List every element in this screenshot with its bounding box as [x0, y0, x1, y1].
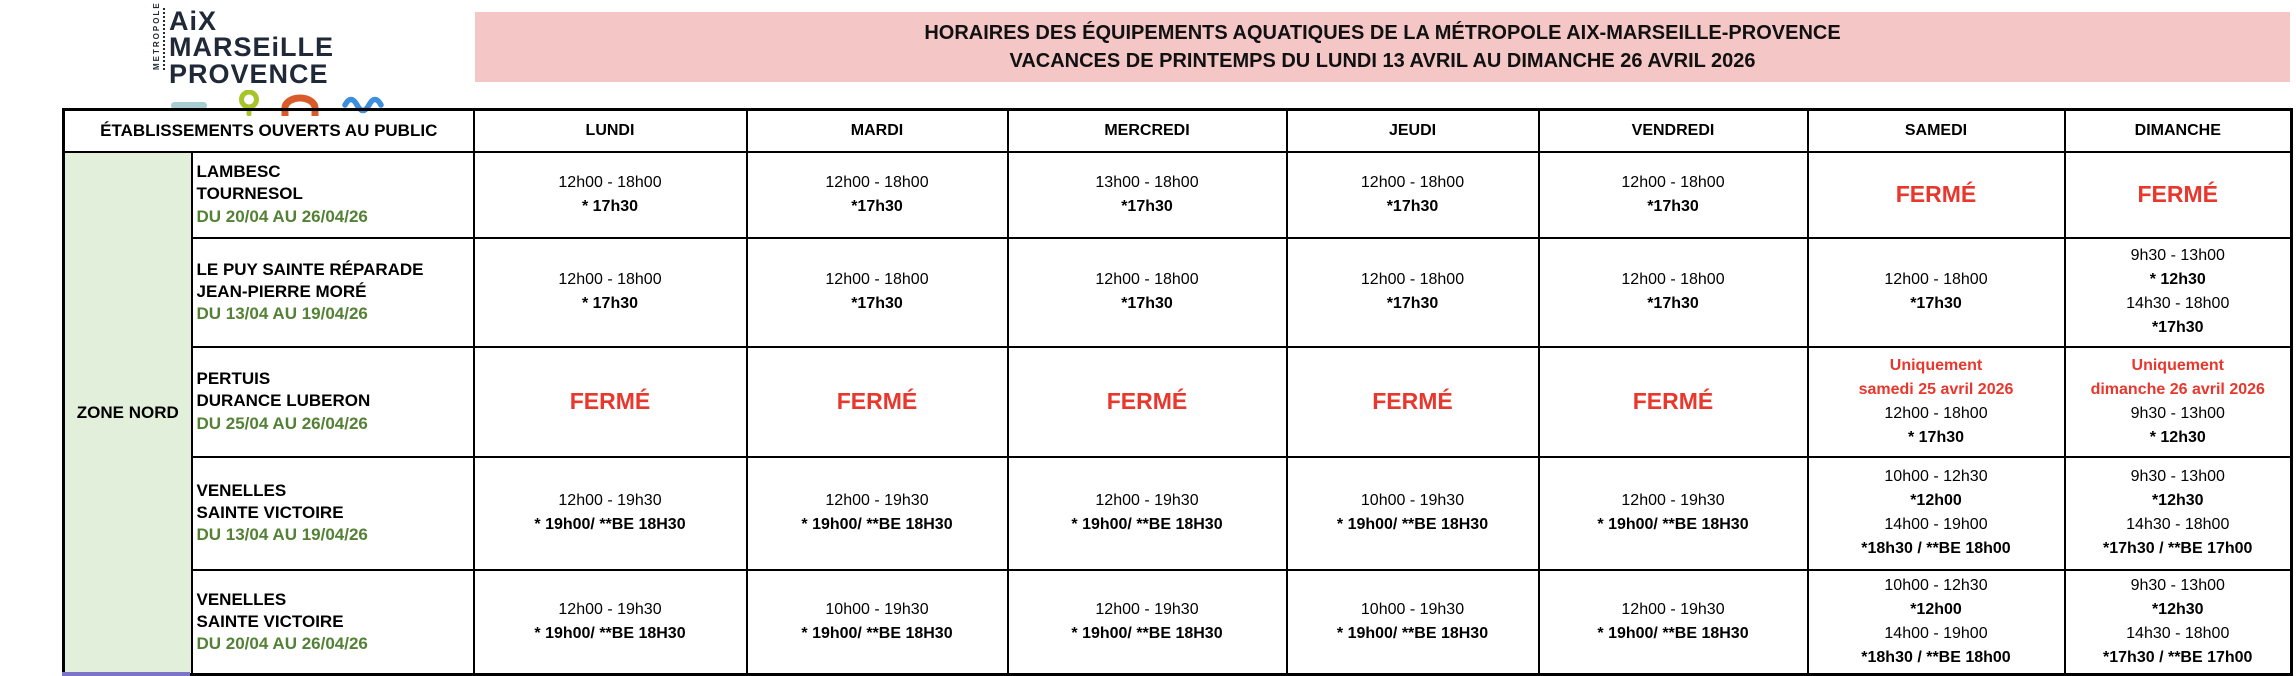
establishments-header: ÉTABLISSEMENTS OUVERTS AU PUBLIC [64, 110, 474, 152]
schedule-line: *12h00 [1910, 600, 1962, 618]
establishment-name-cell [192, 347, 474, 457]
schedule-line: * 19h00/ **BE 18H30 [1336, 516, 1489, 533]
schedule-cell-mardi [747, 570, 1008, 675]
schedule-cell-jeudi [1287, 570, 1539, 675]
schedule-line: 14h30 - 18h00 [2126, 624, 2230, 642]
period-label: DU 13/04 AU 19/04/26 [196, 304, 368, 324]
period-label: DU 20/04 AU 26/04/26 [196, 633, 368, 653]
schedule-line: *17h30 [1121, 295, 1173, 312]
establishment-name-cell [192, 152, 474, 238]
schedule-cell-samedi [1808, 152, 2065, 238]
establishment-name: LAMBESC [196, 162, 281, 182]
establishment-name: SAINTE VICTOIRE [196, 611, 344, 631]
schedule-line: 12h00 - 18h00 [1360, 173, 1465, 191]
establishment-name-cell [192, 570, 474, 675]
establishment-row [64, 570, 2292, 675]
schedule-cell-dimanche [2065, 238, 2292, 347]
schedule-line: *17h30 [1647, 197, 1699, 215]
logo-vertical-label: METROPOLE [152, 8, 165, 70]
schedule-line: 9h30 - 13h00 [2130, 576, 2225, 594]
period-label: DU 20/04 AU 26/04/26 [196, 206, 368, 226]
schedule-line: *12h00 [1910, 492, 1962, 509]
schedule-line: * 19h00/ **BE 18H30 [534, 516, 686, 533]
schedule-line: * 19h00/ **BE 18H30 [1336, 624, 1489, 642]
schedule-line: *18h30 / **BE 18h00 [1861, 648, 2011, 666]
schedule-line: 12h00 - 18h00 [558, 271, 662, 288]
establishment-row [64, 238, 2292, 347]
schedule-cell-samedi [1808, 347, 2065, 457]
establishment-name: VENELLES [196, 480, 287, 500]
schedule-cell-dimanche [2065, 152, 2292, 238]
schedule-cell-mercredi [1008, 238, 1287, 347]
schedule-line: * 17h30 [581, 197, 639, 215]
schedule-line: 12h00 - 19h30 [558, 600, 662, 618]
establishment-name-cell [192, 238, 474, 347]
schedule-line: 12h00 - 19h30 [1095, 600, 1199, 618]
schedule-line: 9h30 - 13h00 [2130, 247, 2225, 264]
schedule-line: 10h00 - 19h30 [1360, 492, 1465, 509]
schedule-cell-vendredi [1539, 152, 1808, 238]
schedule-cell-jeudi [1287, 238, 1539, 347]
schedule-line: 9h30 - 13h00 [2130, 404, 2225, 422]
schedule-line: 9h30 - 13h00 [2130, 468, 2225, 485]
schedule-cell-mercredi [1008, 457, 1287, 570]
establishment-row [64, 347, 2292, 457]
schedule-line: 10h00 - 19h30 [1360, 600, 1465, 618]
day-header-lundi: LUNDI [474, 110, 747, 152]
day-header-mercredi: MERCREDI [1008, 110, 1287, 152]
day-header-jeudi: JEUDI [1287, 110, 1539, 152]
schedule-cell-dimanche [2065, 347, 2292, 457]
schedule-line: 10h00 - 12h30 [1884, 468, 1988, 485]
schedule-line: *17h30 [851, 197, 903, 215]
schedule-line: FERMÉ [1106, 387, 1188, 414]
schedule-cell-dimanche [2065, 570, 2292, 675]
establishment-name: DURANCE LUBERON [196, 391, 371, 411]
schedule-line: 12h00 - 19h30 [1621, 492, 1725, 509]
schedule-line: 14h00 - 19h00 [1884, 516, 1988, 533]
establishment-name: TOURNESOL [196, 184, 303, 204]
banner-title-line1: HORAIRES DES ÉQUIPEMENTS AQUATIQUES DE LA MÉTROPOLE AIX-MARSEILLE-PROVENCE [924, 21, 1841, 44]
schedule-cell-mercredi [1008, 152, 1287, 238]
period-label: DU 13/04 AU 19/04/26 [196, 525, 368, 545]
schedule-line: dimanche 26 avril 2026 [2090, 380, 2265, 398]
schedule-cell-samedi [1808, 457, 2065, 570]
schedule-line: FERMÉ [1632, 387, 1714, 414]
period-label: DU 25/04 AU 26/04/26 [196, 413, 368, 433]
schedule-line: samedi 25 avril 2026 [1858, 380, 2014, 398]
schedule-line: 12h00 - 18h00 [825, 173, 929, 191]
schedule-line: *17h30 / **BE 17h00 [2103, 648, 2253, 666]
schedule-line: * 19h00/ **BE 18H30 [534, 624, 686, 642]
schedule-line: *17h30 [1910, 295, 1962, 312]
schedule-cell-vendredi [1539, 238, 1808, 347]
schedule-line: 12h00 - 19h30 [825, 492, 929, 509]
schedule-line: *18h30 / **BE 18h00 [1861, 540, 2011, 557]
day-header-mardi: MARDI [747, 110, 1008, 152]
schedule-line: *17h30 [851, 295, 903, 312]
schedule-cell-mardi [747, 457, 1008, 570]
schedule-cell-vendredi [1539, 347, 1808, 457]
establishment-name: JEAN-PIERRE MORÉ [196, 281, 367, 301]
schedule-table [62, 108, 2293, 676]
schedule-line: 12h00 - 18h00 [1095, 271, 1199, 288]
schedule-line: * 19h00/ **BE 18H30 [801, 516, 953, 533]
schedule-line: 12h00 - 19h30 [1095, 492, 1199, 509]
schedule-line: 12h00 - 18h00 [1884, 271, 1988, 288]
schedule-cell-mardi [747, 347, 1008, 457]
zone-cell: ZONE NORD [64, 152, 192, 675]
schedule-cell-vendredi [1539, 457, 1808, 570]
establishment-row [64, 152, 2292, 238]
logo-line-aix: AiX [169, 6, 218, 36]
establishment-row [64, 457, 2292, 570]
schedule-line: 14h30 - 18h00 [2126, 516, 2230, 533]
logo-line-marseille: MARSEiLLE [169, 32, 335, 63]
schedule-line: FERMÉ [836, 387, 918, 414]
amp-logo [152, 1, 397, 118]
schedule-line: FERMÉ [1895, 180, 1977, 207]
day-header-row [64, 110, 2292, 152]
establishment-name-cell [192, 457, 474, 570]
establishment-name: SAINTE VICTOIRE [196, 502, 344, 522]
establishment-name: VENELLES [196, 589, 287, 609]
schedule-line: 13h00 - 18h00 [1095, 173, 1199, 191]
schedule-line: *17h30 [1647, 295, 1699, 312]
schedule-cell-jeudi [1287, 152, 1539, 238]
schedule-line: * 19h00/ **BE 18H30 [801, 624, 953, 642]
schedule-line: *17h30 [2151, 319, 2204, 336]
schedule-line: 12h00 - 18h00 [1621, 173, 1725, 191]
schedule-cell-mardi [747, 152, 1008, 238]
day-header-dimanche: DIMANCHE [2065, 110, 2292, 152]
schedule-line: 12h00 - 18h00 [558, 173, 662, 191]
schedule-line: 12h00 - 18h00 [825, 271, 929, 288]
schedule-cell-mardi [747, 238, 1008, 347]
schedule-line: *12h30 [2151, 600, 2204, 618]
logo-wordmark [169, 8, 397, 118]
schedule-line: * 19h00/ **BE 18H30 [1071, 624, 1223, 642]
day-header-vendredi: VENDREDI [1539, 110, 1808, 152]
schedule-cell-lundi [474, 238, 747, 347]
schedule-line: 14h30 - 18h00 [2126, 295, 2230, 312]
establishment-name: PERTUIS [196, 369, 271, 389]
schedule-line: *17h30 [1386, 197, 1439, 215]
schedule-line: 12h00 - 18h00 [1884, 404, 1988, 422]
schedule-cell-samedi [1808, 238, 2065, 347]
schedule-line: Uniquement [1889, 356, 1983, 374]
schedule-line: * 19h00/ **BE 18H30 [1071, 516, 1223, 533]
schedule-line: 10h00 - 19h30 [825, 600, 929, 618]
schedule-cell-mercredi [1008, 347, 1287, 457]
schedule-line: 12h00 - 18h00 [1360, 271, 1465, 288]
schedule-line: *12h30 [2151, 492, 2204, 509]
schedule-line: FERMÉ [569, 387, 651, 414]
schedule-cell-lundi [474, 347, 747, 457]
schedule-line: * 12h30 [2149, 271, 2206, 288]
schedule-line: * 17h30 [1907, 428, 1965, 446]
schedule-line: FERMÉ [2137, 180, 2218, 207]
schedule-line: Uniquement [2131, 356, 2224, 374]
schedule-line: * 19h00/ **BE 18H30 [1597, 624, 1749, 642]
schedule-cell-lundi [474, 570, 747, 675]
schedule-cell-jeudi [1287, 457, 1539, 570]
schedule-line: 12h00 - 18h00 [1621, 271, 1725, 288]
schedule-line: 12h00 - 19h30 [558, 492, 662, 509]
day-header-samedi: SAMEDI [1808, 110, 2065, 152]
schedule-cell-jeudi [1287, 347, 1539, 457]
schedule-line: FERMÉ [1372, 387, 1453, 414]
schedule-cell-samedi [1808, 570, 2065, 675]
schedule-cell-lundi [474, 457, 747, 570]
schedule-line: 12h00 - 19h30 [1621, 600, 1725, 618]
title-banner [475, 12, 2290, 82]
logo-line-provence: PROVENCE [169, 58, 329, 89]
schedule-body [64, 152, 2292, 675]
schedule-line: *17h30 [1386, 295, 1439, 312]
next-zone-row-sliver [62, 672, 190, 676]
schedule-cell-dimanche [2065, 457, 2292, 570]
banner-title-line2: VACANCES DE PRINTEMPS DU LUNDI 13 AVRIL AU DIMANCHE 26 AVRIL 2026 [1009, 49, 1756, 72]
schedule-line: * 12h30 [2149, 428, 2206, 446]
schedule-line: *17h30 [1121, 197, 1173, 215]
schedule-cell-mercredi [1008, 570, 1287, 675]
schedule-line: *17h30 / **BE 17h00 [2103, 540, 2253, 557]
schedule-line: * 17h30 [581, 295, 639, 312]
schedule-line: 14h00 - 19h00 [1884, 624, 1988, 642]
schedule-cell-vendredi [1539, 570, 1808, 675]
schedule-cell-lundi [474, 152, 747, 238]
schedule-line: 10h00 - 12h30 [1884, 576, 1988, 594]
establishment-name: LE PUY SAINTE RÉPARADE [196, 259, 424, 279]
schedule-line: * 19h00/ **BE 18H30 [1597, 516, 1749, 533]
